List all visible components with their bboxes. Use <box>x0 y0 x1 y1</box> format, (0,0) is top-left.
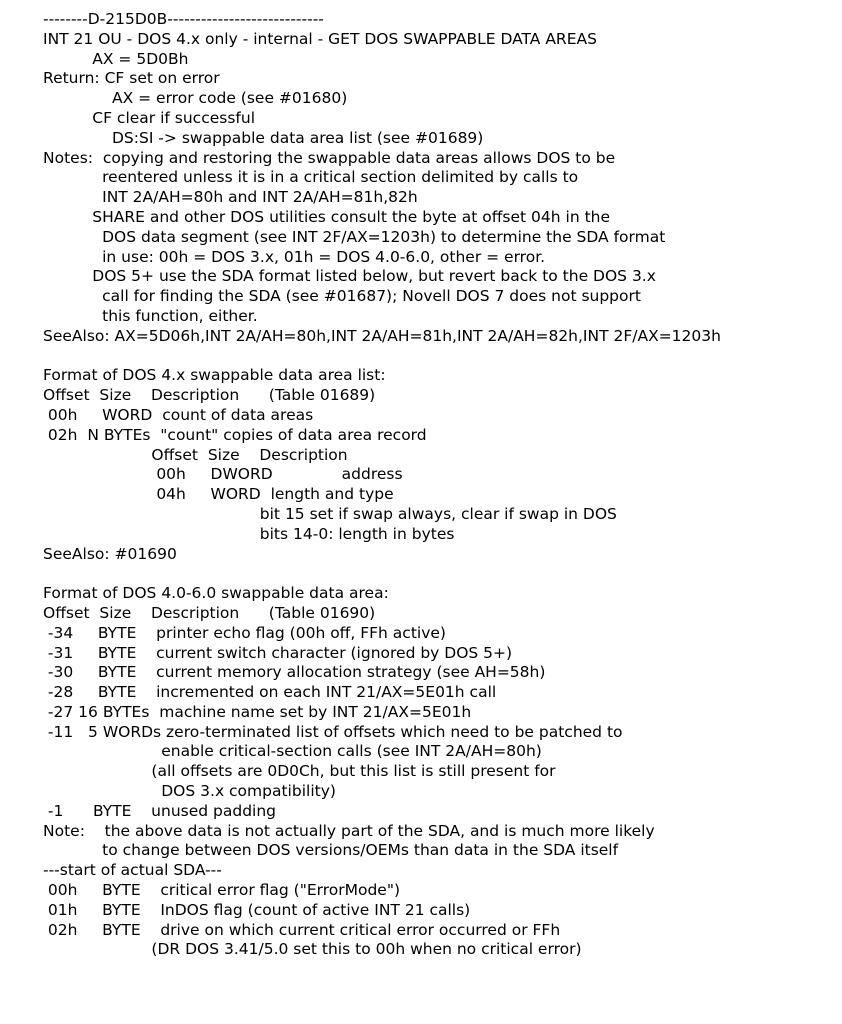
text-line: Notes: copying and restoring the swappable data areas allows DOS to be <box>43 148 616 167</box>
table-row: -11 5 WORDs zero-terminated list of offsets which need to be patched to <box>43 722 623 741</box>
text-line: call for finding the SDA (see #01687); Novell DOS 7 does not support <box>43 287 641 306</box>
table-row: 01h BYTE InDOS flag (count of active INT 21 calls) <box>43 900 471 919</box>
subtable-header-line: Offset Size Description <box>43 445 348 464</box>
table-row: bits 14-0: length in bytes <box>43 524 455 543</box>
note-line: Note: the above data is not actually part of the SDA, and is much more likely <box>43 821 655 840</box>
interrupt-title-line: INT 21 OU - DOS 4.x only - internal - GET DOS SWAPPABLE DATA AREAS <box>43 29 597 48</box>
text-line: DOS 5+ use the SDA format listed below, but revert back to the DOS 3.x <box>43 267 656 286</box>
text-line: Return: CF set on error <box>43 69 220 88</box>
note-line: to change between DOS versions/OEMs than data in the SDA itself <box>43 841 619 860</box>
document-text <box>43 10 833 960</box>
see-also-line: SeeAlso: AX=5D06h,INT 2A/AH=80h,INT 2A/AH=81h,INT 2A/AH=82h,INT 2F/AX=1203h <box>43 326 721 345</box>
section-header-line: --------D-215D0B---------------------------- <box>43 10 324 28</box>
table-row: -28 BYTE incremented on each INT 21/AX=5E01h call <box>43 683 497 702</box>
text-line: AX = error code (see #01680) <box>43 89 348 108</box>
table-row: enable critical-section calls (see INT 2A/AH=80h) <box>43 742 542 761</box>
table-row: 00h BYTE critical error flag ("ErrorMode") <box>43 881 401 900</box>
section-marker-line: ---start of actual SDA--- <box>43 861 222 880</box>
table-row: 02h BYTE drive on which current critical error occurred or FFh <box>43 920 561 939</box>
table-row: (DR DOS 3.41/5.0 set this to 00h when no critical error) <box>43 940 582 959</box>
table-row: -30 BYTE current memory allocation strategy (see AH=58h) <box>43 663 546 682</box>
blank-line <box>43 347 833 367</box>
text-line: reentered unless it is in a critical section delimited by calls to <box>43 168 579 187</box>
table-row: bit 15 set if swap always, clear if swap in DOS <box>43 504 617 523</box>
text-line: AX = 5D0Bh <box>43 49 189 68</box>
table-row: -34 BYTE printer echo flag (00h off, FFh active) <box>43 623 446 642</box>
text-line: SHARE and other DOS utilities consult the byte at offset 04h in the <box>43 207 611 226</box>
text-line: CF clear if successful <box>43 108 256 127</box>
table-title-line: Format of DOS 4.x swappable data area list: <box>43 366 386 385</box>
table-header-line: Offset Size Description (Table 01689) <box>43 386 376 405</box>
table-row: 04h WORD length and type <box>43 485 394 504</box>
text-line: DOS data segment (see INT 2F/AX=1203h) to determine the SDA format <box>43 227 666 246</box>
blank-line <box>43 564 833 584</box>
text-line: INT 2A/AH=80h and INT 2A/AH=81h,82h <box>43 188 418 207</box>
text-line: DS:SI -> swappable data area list (see #01689) <box>43 128 484 147</box>
table-row: (all offsets are 0D0Ch, but this list is still present for <box>43 762 556 781</box>
table-header-line: Offset Size Description (Table 01690) <box>43 603 376 622</box>
table-row: -31 BYTE current switch character (ignored by DOS 5+) <box>43 643 513 662</box>
table-row: 00h DWORD address <box>43 465 403 484</box>
text-line: this function, either. <box>43 306 258 325</box>
table-row: -27 16 BYTEs machine name set by INT 21/AX=5E01h <box>43 702 472 721</box>
text-line: in use: 00h = DOS 3.x, 01h = DOS 4.0-6.0, other = error. <box>43 247 546 266</box>
table-row: 00h WORD count of data areas <box>43 405 314 424</box>
table-title-line: Format of DOS 4.0-6.0 swappable data area: <box>43 584 389 603</box>
table-row: 02h N BYTEs "count" copies of data area record <box>43 425 427 444</box>
see-also-line: SeeAlso: #01690 <box>43 544 177 563</box>
table-row: DOS 3.x compatibility) <box>43 782 336 801</box>
table-row: -1 BYTE unused padding <box>43 801 276 820</box>
